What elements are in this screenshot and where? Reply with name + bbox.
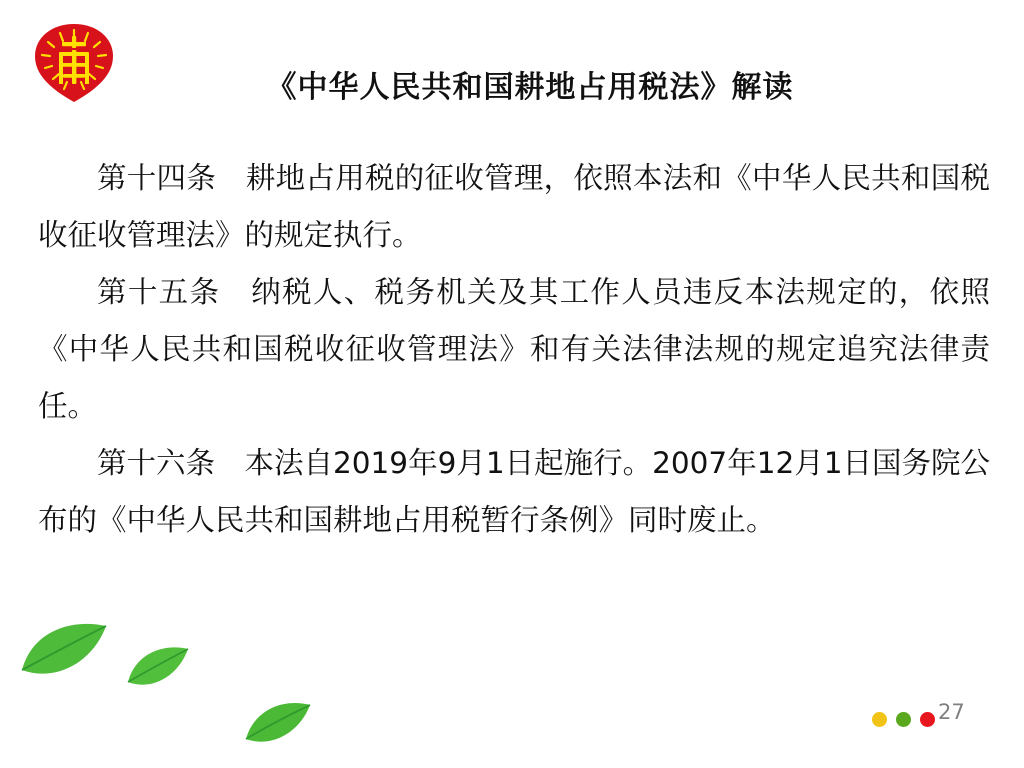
leaf-icon: [125, 645, 191, 691]
page-title: 《中华人民共和国耕地占用税法》解读: [266, 70, 794, 105]
leaf-icon: [243, 700, 313, 748]
dot-green-icon: [896, 712, 911, 727]
leaf-icon: [18, 620, 110, 682]
dot-red-icon: [920, 712, 935, 727]
paragraph-article-15: 第十五条 纳税人、税务机关及其工作人员违反本法规定的，依照《中华人民共和国税收征收管理法》和有关法律法规的规定追究法律责任。: [38, 275, 990, 423]
paragraph-article-16: 第十六条 本法自2019年9月1日起施行。2007年12月1日国务院公布的《中华人民共和国耕地占用税暂行条例》同时废止。: [38, 446, 990, 537]
page-number: 27: [938, 700, 965, 724]
footer-dots: [872, 712, 935, 727]
dot-yellow-icon: [872, 712, 887, 727]
slide-body: [38, 150, 990, 549]
china-taxation-emblem-icon: [33, 22, 115, 104]
paragraph-article-14: 第十四条 耕地占用税的征收管理，依照本法和《中华人民共和国税收征收管理法》的规定执行。: [38, 161, 990, 252]
